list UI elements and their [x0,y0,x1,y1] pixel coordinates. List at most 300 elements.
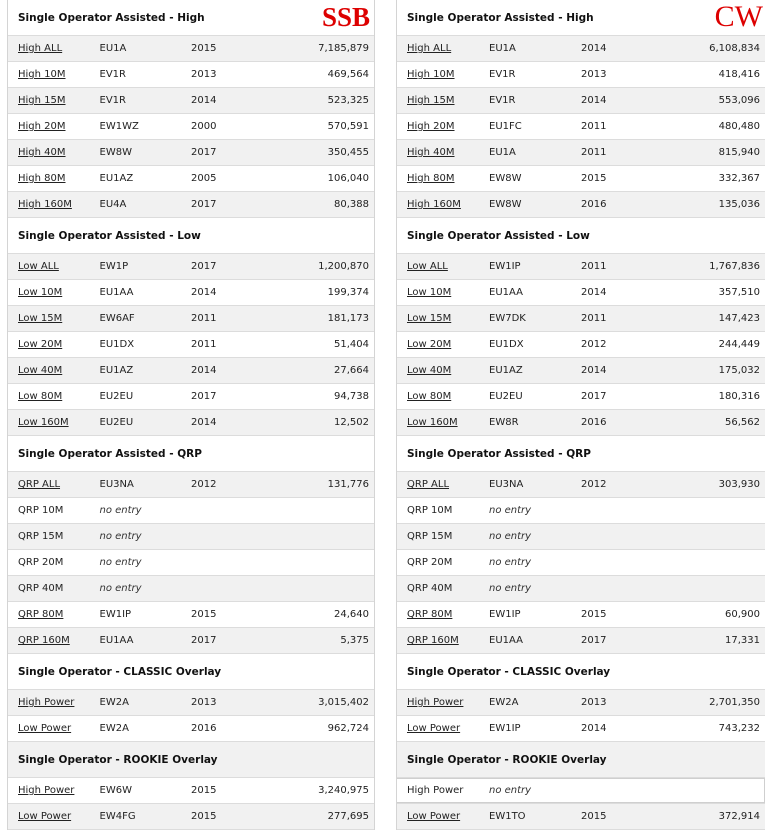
category-link[interactable]: High 15M [407,95,455,106]
score: 56,562 [725,417,760,428]
year-cell [581,166,673,192]
cw-records-table [397,0,765,830]
year: 2011 [581,147,607,158]
category-link[interactable]: Low Power [407,723,461,734]
year-cell [581,62,673,88]
score: 570,591 [327,121,369,132]
score-cell [673,576,765,602]
record-row [397,498,765,524]
year: 2015 [191,785,217,796]
category-link[interactable]: High Power [18,697,75,708]
callsign-cell [100,472,192,498]
callsign: EU1A [489,147,516,158]
category-cell [397,254,489,280]
record-row [8,358,374,384]
category-link[interactable]: Low ALL [407,261,448,272]
category-cell [397,524,489,550]
year-cell [191,192,283,218]
record-row [8,524,374,550]
callsign-cell [100,576,192,602]
score-cell [673,550,765,576]
callsign: EU1A [99,43,127,54]
category-cell [397,114,489,140]
record-row [397,254,765,280]
year-cell [191,410,283,436]
record-row [8,384,374,410]
callsign: EV1R [489,69,516,80]
year-cell [581,332,673,358]
record-row [8,62,374,88]
score: 17,331 [725,635,760,646]
year-cell [581,690,673,716]
score-cell [283,690,375,716]
score: 523,325 [327,95,369,106]
record-row [8,472,374,498]
record-row [8,716,374,742]
category-cell [8,628,100,654]
record-row [8,280,374,306]
record-row [397,114,765,140]
year: 2014 [191,287,217,298]
callsign-cell [100,384,192,410]
score-cell [283,332,375,358]
callsign-cell [489,114,581,140]
callsign: EW8W [489,199,522,210]
category-cell [8,498,100,524]
year-cell [581,88,673,114]
score-cell [673,472,765,498]
category-label: QRP 20M [407,557,453,568]
year: 2017 [191,391,217,402]
record-row [397,280,765,306]
category-label: QRP 20M [18,557,64,568]
category-cell [397,804,489,830]
category-link[interactable]: QRP 160M [407,635,459,646]
mode-label: SSB [321,2,370,32]
callsign: EU1AA [489,287,523,298]
year: 2014 [191,417,217,428]
section-header [397,0,765,36]
callsign-cell [489,498,581,524]
year-cell [191,62,283,88]
callsign: EW4FG [99,811,136,822]
section-header [8,218,374,254]
category-link[interactable]: Low 40M [18,365,63,376]
callsign: EW8W [489,173,522,184]
section-title: Single Operator - ROOKIE Overlay [18,753,218,766]
callsign: EU2EU [489,391,523,402]
category-cell [397,62,489,88]
section-header [397,218,765,254]
callsign-cell [489,140,581,166]
category-cell [397,690,489,716]
score: 94,738 [334,391,369,402]
score-cell [283,628,375,654]
category-cell [8,114,100,140]
callsign-cell [100,358,192,384]
score: 131,776 [327,479,369,490]
callsign: EU2EU [99,391,134,402]
score: 7,185,879 [318,43,369,54]
score-cell [283,280,375,306]
score-cell [673,602,765,628]
year: 2005 [191,173,217,184]
ssb-records-panel [7,0,375,830]
score-cell [283,778,375,804]
callsign-cell [489,306,581,332]
section-title: Single Operator Assisted - High [407,11,594,24]
score: 3,240,975 [318,785,369,796]
record-row [397,332,765,358]
callsign-cell [100,690,192,716]
category-link[interactable]: Low 80M [18,391,63,402]
year-cell [581,306,673,332]
callsign-cell [100,306,192,332]
record-row [8,778,374,804]
year-cell [191,36,283,62]
no-entry-text: no entry [99,505,142,516]
category-cell [397,628,489,654]
callsign: EU1AZ [99,173,134,184]
year: 2014 [581,365,607,376]
category-link[interactable]: High 10M [407,69,455,80]
category-link[interactable]: High 10M [18,69,66,80]
year: 2012 [581,339,607,350]
category-link[interactable]: High 160M [407,199,461,210]
category-link[interactable]: High Power [18,785,75,796]
score: 2,701,350 [709,697,760,708]
category-cell [8,88,100,114]
callsign: EW7DK [489,313,526,324]
category-link[interactable]: Low 20M [18,339,63,350]
category-cell [8,472,100,498]
record-row [397,88,765,114]
year-cell [581,140,673,166]
score: 27,664 [334,365,369,376]
category-cell [8,166,100,192]
callsign: EU1AA [99,287,134,298]
section-header [397,436,765,472]
year: 2016 [191,723,217,734]
callsign-cell [489,332,581,358]
category-cell [397,88,489,114]
score: 6,108,834 [709,43,760,54]
no-entry-text: no entry [99,557,142,568]
score-cell [673,88,765,114]
callsign: EV1R [99,69,126,80]
category-link[interactable]: High Power [407,697,464,708]
record-row [397,716,765,742]
score: 357,510 [718,287,760,298]
year: 2013 [191,69,217,80]
score: 332,367 [718,173,760,184]
score-cell [283,306,375,332]
score-cell [283,716,375,742]
section-header [397,742,765,778]
section-title: Single Operator - CLASSIC Overlay [407,665,611,678]
category-link[interactable]: Low 80M [407,391,452,402]
year: 2017 [581,391,607,402]
score: 418,416 [718,69,760,80]
year-cell [581,716,673,742]
callsign-cell [100,602,192,628]
year-cell [191,524,283,550]
record-row [397,410,765,436]
category-link[interactable]: Low 15M [18,313,63,324]
callsign: EU1DX [489,339,524,350]
record-row [397,628,765,654]
category-link[interactable]: Low Power [407,811,461,822]
callsign: EW1WZ [99,121,139,132]
score: 199,374 [327,287,369,298]
section-title: Single Operator Assisted - Low [407,229,590,242]
score-cell [283,384,375,410]
score: 480,480 [718,121,760,132]
score: 135,036 [718,199,760,210]
year: 2015 [191,811,217,822]
score-cell [673,254,765,280]
category-cell [8,254,100,280]
year-cell [581,358,673,384]
callsign: EW1P [99,261,129,272]
callsign-cell [489,88,581,114]
category-label: QRP 15M [18,531,64,542]
year-cell [581,36,673,62]
callsign: EU1A [489,43,516,54]
category-link[interactable]: High 20M [18,121,66,132]
no-entry-text: no entry [489,557,532,568]
category-cell [8,550,100,576]
callsign-cell [489,62,581,88]
callsign: EW1IP [489,723,521,734]
score-cell [283,192,375,218]
year-cell [581,384,673,410]
callsign: EU1FC [489,121,522,132]
year-cell [581,472,673,498]
score: 962,724 [327,723,369,734]
year: 2016 [581,417,607,428]
record-row [397,602,765,628]
year: 2011 [581,261,607,272]
category-cell [8,524,100,550]
score: 181,173 [327,313,369,324]
record-row [8,690,374,716]
score-cell [283,550,375,576]
score: 1,200,870 [318,261,369,272]
year-cell [581,410,673,436]
callsign-cell [489,716,581,742]
callsign: EW6W [99,785,132,796]
callsign-cell [489,602,581,628]
score-cell [673,384,765,410]
category-link[interactable]: Low 40M [407,365,452,376]
category-link[interactable]: Low Power [18,723,72,734]
category-link[interactable]: High ALL [407,43,452,54]
year-cell [191,550,283,576]
category-cell [397,602,489,628]
no-entry-text: no entry [489,583,532,594]
category-link[interactable]: QRP 80M [407,609,453,620]
category-link[interactable]: Low 20M [407,339,452,350]
category-cell [8,410,100,436]
category-cell [397,550,489,576]
score-cell [283,358,375,384]
score-cell [673,778,765,804]
category-link[interactable]: High 40M [407,147,455,158]
score-cell [673,280,765,306]
score-cell [673,410,765,436]
year-cell [581,192,673,218]
score-cell [283,498,375,524]
record-row [397,306,765,332]
category-label: QRP 40M [18,583,64,594]
score: 303,930 [718,479,760,490]
score: 5,375 [340,635,369,646]
score-cell [283,602,375,628]
score: 175,032 [718,365,760,376]
year-cell [191,716,283,742]
mode-label: CW [714,0,763,33]
score: 80,388 [334,199,369,210]
year-cell [191,88,283,114]
category-cell [397,358,489,384]
callsign-cell [100,114,192,140]
category-cell [8,62,100,88]
category-link[interactable]: QRP ALL [407,479,450,490]
year-cell [191,804,283,830]
category-label: QRP 10M [18,505,64,516]
section-header [8,436,374,472]
year: 2015 [581,811,607,822]
category-cell [397,384,489,410]
score-cell [673,332,765,358]
score-cell [283,36,375,62]
category-label: QRP 10M [407,505,453,516]
category-link[interactable]: Low 160M [407,417,458,428]
score-cell [673,114,765,140]
year: 2014 [191,95,217,106]
category-link[interactable]: QRP 160M [18,635,70,646]
record-row [397,576,765,602]
score-cell [673,804,765,830]
callsign-cell [100,280,192,306]
callsign: EV1R [99,95,126,106]
callsign: EW2A [489,697,519,708]
section-header [397,654,765,690]
year-cell [191,778,283,804]
category-cell [397,576,489,602]
callsign-cell [489,804,581,830]
category-link[interactable]: Low Power [18,811,72,822]
callsign-cell [489,472,581,498]
category-cell [397,280,489,306]
year: 2014 [581,287,607,298]
callsign-cell [100,254,192,280]
score-cell [673,166,765,192]
callsign: EU4A [99,199,127,210]
callsign-cell [100,140,192,166]
category-link[interactable]: Low 160M [18,417,69,428]
record-row [397,36,765,62]
year: 2000 [191,121,217,132]
score-cell [283,410,375,436]
category-label: QRP 15M [407,531,453,542]
score-cell [673,36,765,62]
score: 553,096 [718,95,760,106]
category-link[interactable]: High ALL [18,43,63,54]
callsign-cell [100,498,192,524]
callsign: EU1DX [99,339,135,350]
score-cell [283,62,375,88]
record-row [397,358,765,384]
callsign-cell [100,804,192,830]
category-link[interactable]: High 20M [407,121,455,132]
category-link[interactable]: High 15M [18,95,66,106]
callsign-cell [100,550,192,576]
category-cell [8,716,100,742]
category-link[interactable]: QRP ALL [18,479,61,490]
year: 2014 [581,723,607,734]
record-row [397,550,765,576]
category-link[interactable]: High 80M [407,173,455,184]
category-cell [397,36,489,62]
callsign: EW1IP [489,609,521,620]
category-link[interactable]: Low 10M [18,287,63,298]
score-cell [673,690,765,716]
year-cell [581,524,673,550]
score-cell [673,192,765,218]
score-cell [283,804,375,830]
score-cell [283,472,375,498]
year-cell [581,280,673,306]
score: 350,455 [327,147,369,158]
category-link[interactable]: QRP 80M [18,609,64,620]
record-row [397,166,765,192]
category-link[interactable]: Low 15M [407,313,452,324]
callsign: EW8R [489,417,519,428]
category-link[interactable]: High 160M [18,199,72,210]
callsign-cell [100,410,192,436]
score: 244,449 [718,339,760,350]
score: 106,040 [327,173,369,184]
year: 2015 [581,609,607,620]
callsign-cell [489,254,581,280]
year-cell [191,498,283,524]
callsign-cell [489,36,581,62]
callsign: EW1TO [489,811,526,822]
category-cell [8,358,100,384]
category-link[interactable]: High 80M [18,173,66,184]
category-link[interactable]: Low 10M [407,287,452,298]
section-header [8,742,374,778]
callsign: EW1IP [489,261,521,272]
category-cell [8,384,100,410]
category-cell [397,140,489,166]
no-entry-text: no entry [489,505,532,516]
year: 2017 [581,635,607,646]
year: 2013 [581,69,607,80]
record-row [397,524,765,550]
score: 1,767,836 [709,261,760,272]
year-cell [191,254,283,280]
record-row [8,332,374,358]
record-row [8,166,374,192]
callsign-cell [100,88,192,114]
category-link[interactable]: Low ALL [18,261,59,272]
category-cell [8,602,100,628]
category-link[interactable]: High 40M [18,147,66,158]
callsign-cell [489,778,581,804]
